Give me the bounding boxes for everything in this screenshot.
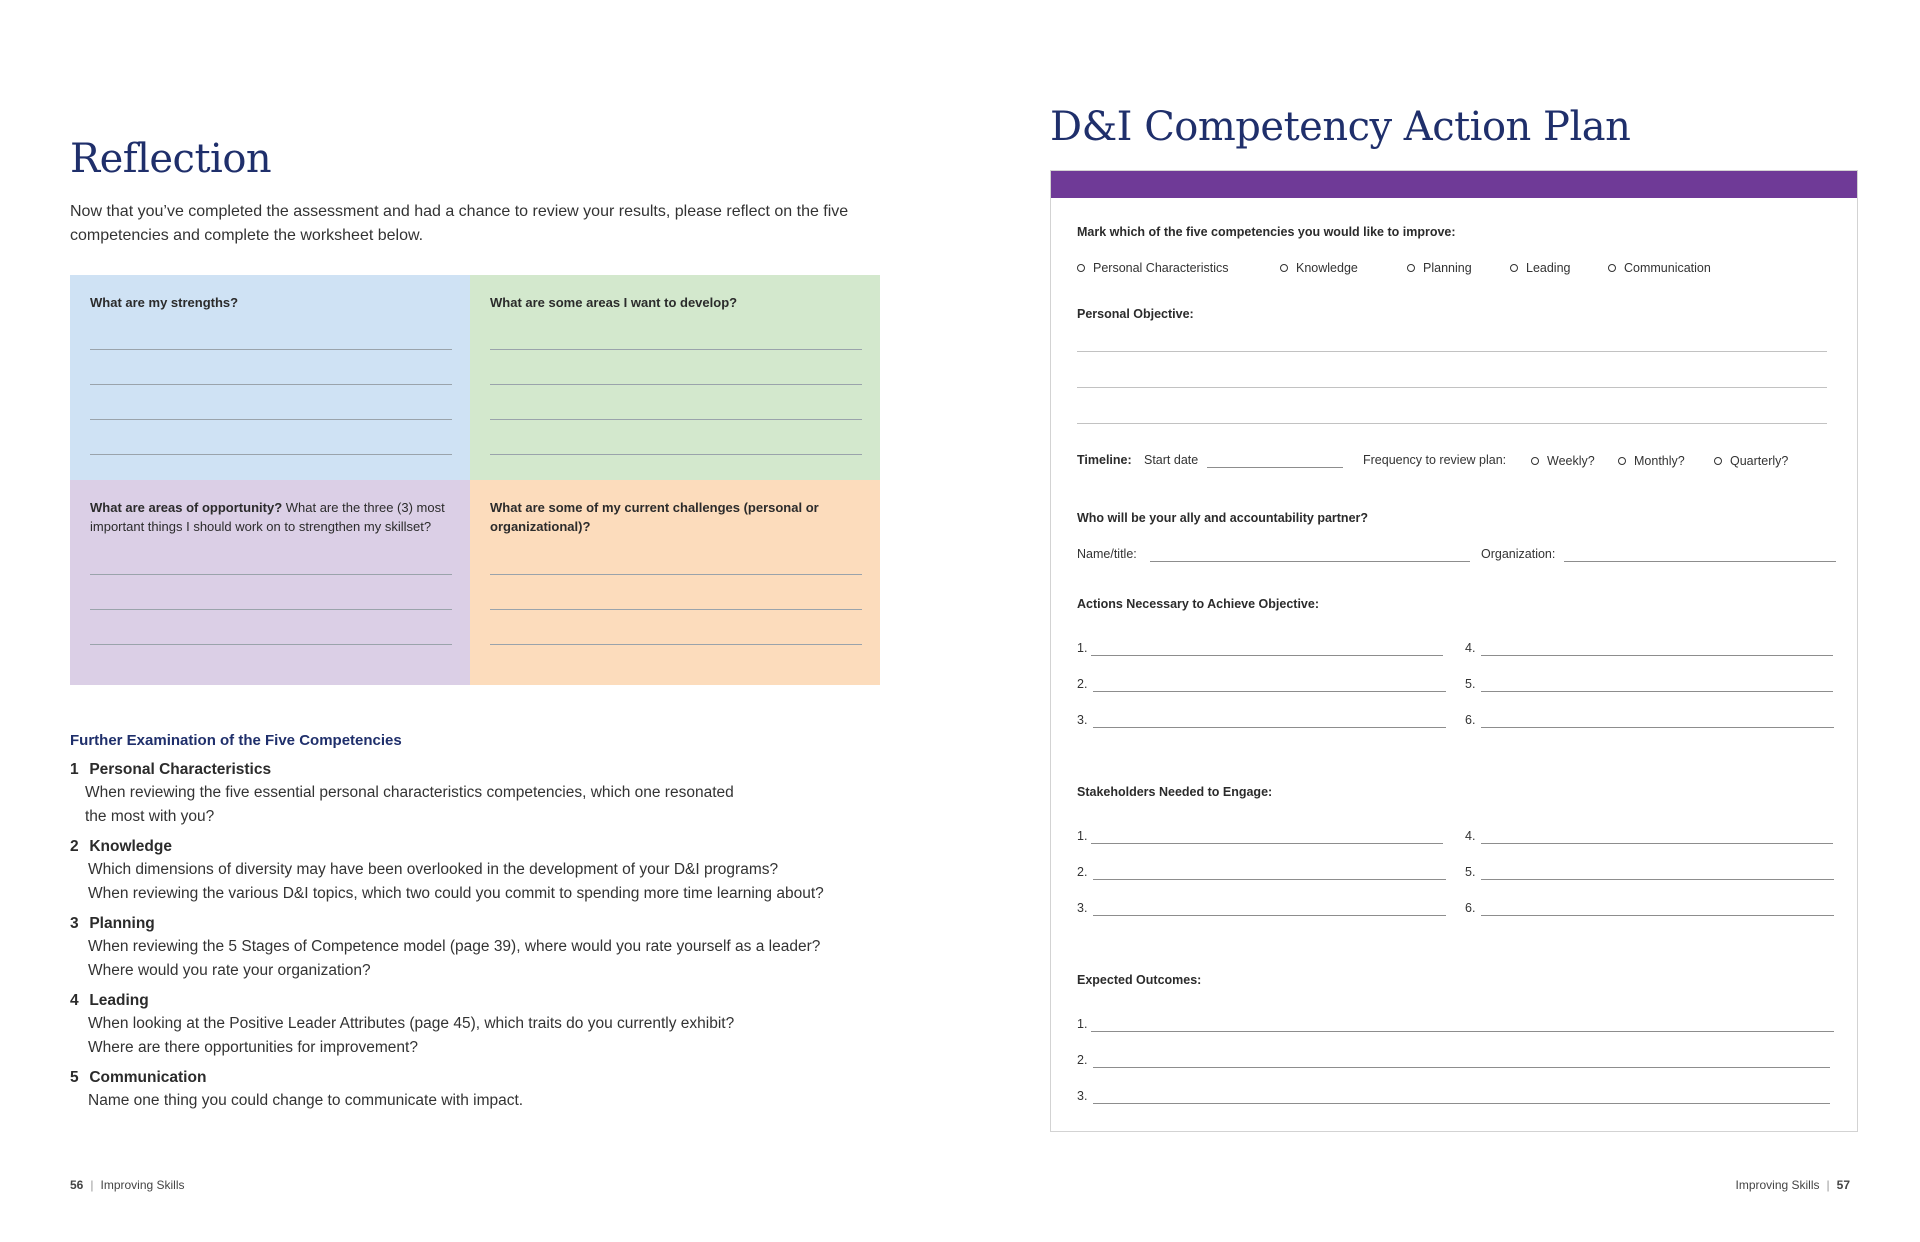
action-number: 1. <box>1077 641 1088 655</box>
stakeholders-label: Stakeholders Needed to Engage: <box>1077 785 1273 799</box>
right-page <box>960 0 1920 1242</box>
writing-line[interactable] <box>90 454 452 455</box>
radio-circle-icon <box>1608 264 1616 272</box>
writing-line[interactable] <box>90 349 452 350</box>
outcome-line[interactable] <box>1091 1031 1834 1032</box>
action-number: 6. <box>1465 713 1476 727</box>
competency-question: When reviewing the 5 Stages of Competence model (page 39), where would you rate yourself as a leader? <box>88 938 821 955</box>
option-planning[interactable] <box>1407 261 1472 275</box>
objective-line[interactable] <box>1077 423 1827 424</box>
name-title-field[interactable] <box>1150 561 1470 562</box>
option-knowledge[interactable] <box>1280 261 1358 275</box>
stakeholder-number: 5. <box>1465 865 1476 879</box>
option-label: Planning <box>1423 261 1472 275</box>
challenges-question: What are some of my current challenges (personal or organizational)? <box>490 500 819 534</box>
stakeholder-number: 3. <box>1077 901 1088 915</box>
outcome-number: 3. <box>1077 1089 1088 1103</box>
opportunity-question <box>90 498 450 536</box>
competency-question: Which dimensions of diversity may have been overlooked in the development of your D&I programs? <box>88 861 779 878</box>
action-plan-form <box>1050 170 1858 1132</box>
competency-number: 1 <box>70 761 79 778</box>
writing-line[interactable] <box>90 644 452 645</box>
timeline-label: Timeline: <box>1077 453 1132 467</box>
competency-heading <box>70 990 930 1012</box>
competency-number: 5 <box>70 1069 79 1086</box>
opportunity-question-rest: What are the three (3) most important things I should work on to strengthen my skillset? <box>90 500 445 534</box>
radio-circle-icon <box>1407 264 1415 272</box>
competency-question: When looking at the Positive Leader Attributes (page 45), which traits do you currently exhibit? <box>88 1015 735 1032</box>
outcome-number: 1. <box>1077 1017 1088 1031</box>
stakeholder-line[interactable] <box>1481 915 1834 916</box>
competency-item <box>70 836 930 905</box>
writing-line[interactable] <box>490 574 862 575</box>
stakeholder-number: 4. <box>1465 829 1476 843</box>
writing-line[interactable] <box>490 349 862 350</box>
option-label: Personal Characteristics <box>1093 261 1229 275</box>
start-date-field[interactable] <box>1207 467 1343 468</box>
actions-label: Actions Necessary to Achieve Objective: <box>1077 597 1319 611</box>
competency-name: Planning <box>89 915 155 932</box>
competency-question: the most with you? <box>85 807 215 825</box>
action-line[interactable] <box>1481 655 1833 656</box>
competency-number: 2 <box>70 838 79 855</box>
stakeholder-line[interactable] <box>1091 843 1443 844</box>
stakeholder-line[interactable] <box>1481 843 1833 844</box>
action-number: 4. <box>1465 641 1476 655</box>
writing-line[interactable] <box>490 419 862 420</box>
competency-item <box>70 990 930 1059</box>
page-title: D&I Competency Action Plan <box>1050 104 1631 150</box>
writing-line[interactable] <box>90 384 452 385</box>
option-label: Leading <box>1526 261 1571 275</box>
header-bar <box>1051 171 1857 198</box>
mark-competencies-label: Mark which of the five competencies you would like to improve: <box>1077 225 1456 239</box>
writing-line[interactable] <box>490 644 862 645</box>
option-communication[interactable] <box>1608 261 1711 275</box>
footer-separator: | <box>1826 1178 1830 1192</box>
competency-question: Name one thing you could change to communicate with impact. <box>88 1092 524 1109</box>
develop-box[interactable] <box>470 275 880 480</box>
stakeholder-number: 1. <box>1077 829 1088 843</box>
stakeholder-number: 2. <box>1077 865 1088 879</box>
stakeholder-line[interactable] <box>1093 879 1446 880</box>
personal-objective-label: Personal Objective: <box>1077 307 1194 321</box>
page-title: Reflection <box>70 136 272 182</box>
competency-question: When reviewing the various D&I topics, which two could you commit to spending more time learning about? <box>88 884 824 902</box>
option-quarterly[interactable] <box>1714 454 1788 468</box>
ally-label: Who will be your ally and accountability partner? <box>1077 511 1369 525</box>
challenges-box[interactable] <box>470 480 880 685</box>
outcome-line[interactable] <box>1093 1067 1830 1068</box>
objective-line[interactable] <box>1077 351 1827 352</box>
strengths-question: What are my strengths? <box>90 295 239 310</box>
stakeholder-number: 6. <box>1465 901 1476 915</box>
intro-text: Now that you’ve completed the assessment and had a chance to review your results, please reflect on the five competencies and complete the worksheet below. <box>70 203 849 244</box>
option-monthly[interactable] <box>1618 454 1685 468</box>
writing-line[interactable] <box>490 454 862 455</box>
develop-question: What are some areas I want to develop? <box>490 295 738 310</box>
radio-circle-icon <box>1280 264 1288 272</box>
option-label: Communication <box>1624 261 1711 275</box>
competency-item <box>70 1067 930 1113</box>
option-personal-characteristics[interactable] <box>1077 261 1228 275</box>
option-weekly[interactable] <box>1531 454 1595 468</box>
outcomes-label: Expected Outcomes: <box>1077 973 1202 987</box>
action-number: 2. <box>1077 677 1088 691</box>
outcome-line[interactable] <box>1093 1103 1830 1104</box>
competency-heading <box>70 759 930 781</box>
footer-separator: | <box>90 1178 94 1192</box>
name-title-label: Name/title: <box>1077 547 1137 561</box>
page-footer <box>1735 1178 1850 1192</box>
competency-name: Leading <box>89 992 149 1009</box>
frequency-label: Frequency to review plan: <box>1363 453 1507 467</box>
writing-line[interactable] <box>490 384 862 385</box>
competency-heading <box>70 913 930 935</box>
competency-name: Personal Characteristics <box>89 761 272 778</box>
action-line[interactable] <box>1093 691 1446 692</box>
radio-circle-icon <box>1077 264 1085 272</box>
competency-number: 3 <box>70 915 79 932</box>
competency-item <box>70 913 930 982</box>
page-number: 57 <box>1836 1178 1850 1192</box>
option-label: Monthly? <box>1634 454 1685 468</box>
footer-section: Improving Skills <box>1735 1178 1820 1192</box>
competency-name: Knowledge <box>89 838 172 855</box>
page-footer <box>70 1178 185 1192</box>
start-date-label: Start date <box>1144 453 1199 467</box>
competency-number: 4 <box>70 992 79 1009</box>
writing-line[interactable] <box>90 419 452 420</box>
writing-line[interactable] <box>90 574 452 575</box>
action-number: 3. <box>1077 713 1088 727</box>
organization-field[interactable] <box>1564 561 1836 562</box>
option-label: Knowledge <box>1296 261 1358 275</box>
action-line[interactable] <box>1481 691 1833 692</box>
action-line[interactable] <box>1481 727 1834 728</box>
footer-section: Improving Skills <box>100 1178 185 1192</box>
writing-line[interactable] <box>90 609 452 610</box>
option-label: Quarterly? <box>1730 454 1789 468</box>
further-title: Further Examination of the Five Competencies <box>70 732 402 749</box>
competency-question: Where are there opportunities for improvement? <box>88 1038 418 1056</box>
action-number: 5. <box>1465 677 1476 691</box>
opportunity-question-bold: What are areas of opportunity? <box>90 500 283 515</box>
writing-line[interactable] <box>490 609 862 610</box>
organization-label: Organization: <box>1481 547 1556 561</box>
action-line[interactable] <box>1091 655 1443 656</box>
competency-question: Where would you rate your organization? <box>88 961 371 979</box>
option-label: Weekly? <box>1547 454 1595 468</box>
competency-question: When reviewing the five essential personal characteristics competencies, which one resonated <box>85 784 734 801</box>
opportunity-box[interactable] <box>70 480 470 685</box>
further-examination <box>70 732 930 1121</box>
competency-heading <box>70 1067 930 1089</box>
outcome-number: 2. <box>1077 1053 1088 1067</box>
competency-item <box>70 759 930 828</box>
competency-heading <box>70 836 930 858</box>
stakeholder-line[interactable] <box>1481 879 1834 880</box>
option-leading[interactable] <box>1510 261 1571 275</box>
radio-circle-icon <box>1531 457 1539 465</box>
radio-circle-icon <box>1510 264 1518 272</box>
action-line[interactable] <box>1093 727 1446 728</box>
radio-circle-icon <box>1618 457 1626 465</box>
objective-line[interactable] <box>1077 387 1827 388</box>
competency-name: Communication <box>89 1069 207 1086</box>
radio-circle-icon <box>1714 457 1722 465</box>
reflection-worksheet <box>70 275 880 685</box>
stakeholder-line[interactable] <box>1093 915 1446 916</box>
page-number: 56 <box>70 1178 84 1192</box>
strengths-box[interactable] <box>70 275 470 480</box>
